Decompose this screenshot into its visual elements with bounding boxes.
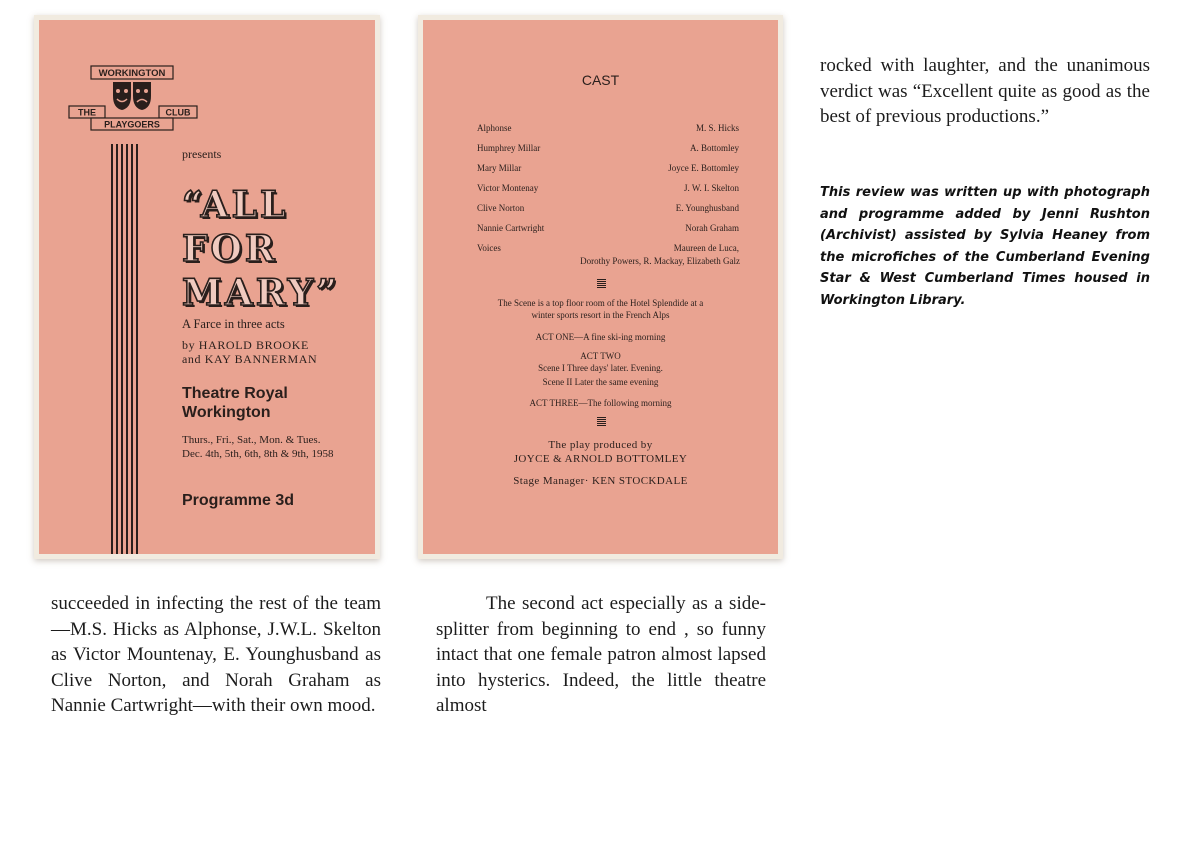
- stage-manager: Stage Manager· KEN STOCKDALE: [513, 475, 688, 487]
- logo-top-text: WORKINGTON: [98, 68, 166, 79]
- ornament-icon: [597, 279, 606, 288]
- cast-actor: J. W. I. Skelton: [683, 183, 739, 193]
- act-two: ACT TWO: [580, 351, 621, 361]
- authors-line-2: and KAY BANNERMAN: [182, 352, 318, 366]
- dates-line-1: Thurs., Fri., Sat., Mon. & Tues.: [182, 434, 321, 446]
- article-column-3: [820, 53, 1150, 130]
- authors-line-1: by HAROLD BROOKE: [182, 338, 309, 352]
- programme-front-photo: [39, 20, 375, 554]
- cast-row: [477, 183, 739, 197]
- cast-role: Mary Millar: [477, 163, 522, 173]
- cast-role: Clive Norton: [477, 203, 525, 213]
- cast-role: Nannie Cartwright: [477, 223, 545, 233]
- cast-actor: E. Younghusband: [675, 203, 739, 213]
- logo-left-text: THE: [78, 107, 96, 118]
- act-one: ACT ONE—A fine ski-ing morning: [535, 332, 666, 342]
- article-paragraph: rocked with laughter, and the unanimous verdict was “Excellent quite as good as the best of previous productions.”: [820, 55, 1150, 127]
- scene-description-1: The Scene is a top floor room of the Hotel Splendide at a: [497, 298, 704, 308]
- cast-actor: Norah Graham: [685, 223, 739, 233]
- act-two-scene-2: Scene II Later the same evening: [542, 377, 659, 387]
- cast-actor: M. S. Hicks: [695, 123, 739, 133]
- theatre-name: [182, 384, 288, 422]
- cast-actor: A. Bottomley: [690, 143, 739, 153]
- dates-line-2: Dec. 4th, 5th, 6th, 8th & 9th, 1958: [182, 448, 334, 460]
- act-three: ACT THREE—The following morning: [529, 398, 672, 408]
- theatre-line-1: Theatre Royal: [182, 385, 288, 402]
- title-line-3: MARY”: [182, 272, 340, 314]
- act-two-scene-1: Scene I Three days' later. Evening.: [538, 363, 663, 373]
- cast-actor: Joyce E. Bottomley: [668, 163, 739, 173]
- article-column-2: [436, 591, 766, 719]
- cast-row: [477, 203, 739, 217]
- theatre-masks-icon: [113, 82, 151, 110]
- play-authors: [182, 338, 317, 366]
- cast-role: Humphrey Millar: [477, 143, 541, 153]
- cast-role: Alphonse: [477, 123, 512, 133]
- performance-dates: [182, 433, 334, 461]
- playgoers-club-logo: [67, 64, 199, 132]
- cast-row: [477, 123, 739, 137]
- voices-continued: Dorothy Powers, R. Mackay, Elizabeth Galz: [580, 256, 740, 266]
- presents-label: presents: [182, 147, 222, 161]
- vertical-bars-ornament: [111, 144, 139, 554]
- title-line-1: “ALL: [182, 184, 289, 226]
- article-paragraph: The second act especially as a side-splitter from beginning to end , so funny intact that one female patron almost lapsed into hysterics. Indeed, the little theatre almost: [436, 593, 766, 716]
- theatre-line-2: Workington: [182, 404, 271, 421]
- cast-role: Victor Montenay: [477, 183, 539, 193]
- article-paragraph: succeeded in infecting the rest of the team—M.S. Hicks as Alphonse, J.W.L. Skelton as Victor Mountenay, E. Younghusband as Clive Norton, and Norah Graham as Nannie Cartwright—with their own mood.: [51, 593, 381, 716]
- programme-back-photo: [423, 20, 778, 554]
- programme-price: Programme 3d: [182, 492, 295, 509]
- logo-bottom-text: PLAYGOERS: [104, 119, 160, 130]
- cast-row: [477, 143, 739, 157]
- cast-actor: Maureen de Luca,: [673, 243, 739, 253]
- title-line-2: FOR: [182, 228, 278, 270]
- cast-row: [477, 163, 739, 177]
- article-column-1: [51, 591, 381, 719]
- cast-role: Voices: [477, 243, 501, 253]
- logo-right-text: CLUB: [165, 107, 191, 118]
- archive-credit-note: This review was written up with photograph and programme added by Jenni Rushton (Archivist) assisted by Sylvia Heaney from the microfiches of the Cumberland Evening Star & West Cumberland Times housed in Workington Library.: [820, 185, 1150, 308]
- cast-row: [477, 223, 739, 237]
- scene-description-2: winter sports resort in the French Alps: [531, 310, 670, 320]
- cast-heading: CAST: [581, 72, 620, 88]
- play-subtitle: A Farce in three acts: [182, 317, 285, 331]
- produced-by-label: The play produced by: [548, 439, 653, 451]
- producers: JOYCE & ARNOLD BOTTOMLEY: [513, 453, 688, 465]
- ornament-icon: [597, 417, 606, 426]
